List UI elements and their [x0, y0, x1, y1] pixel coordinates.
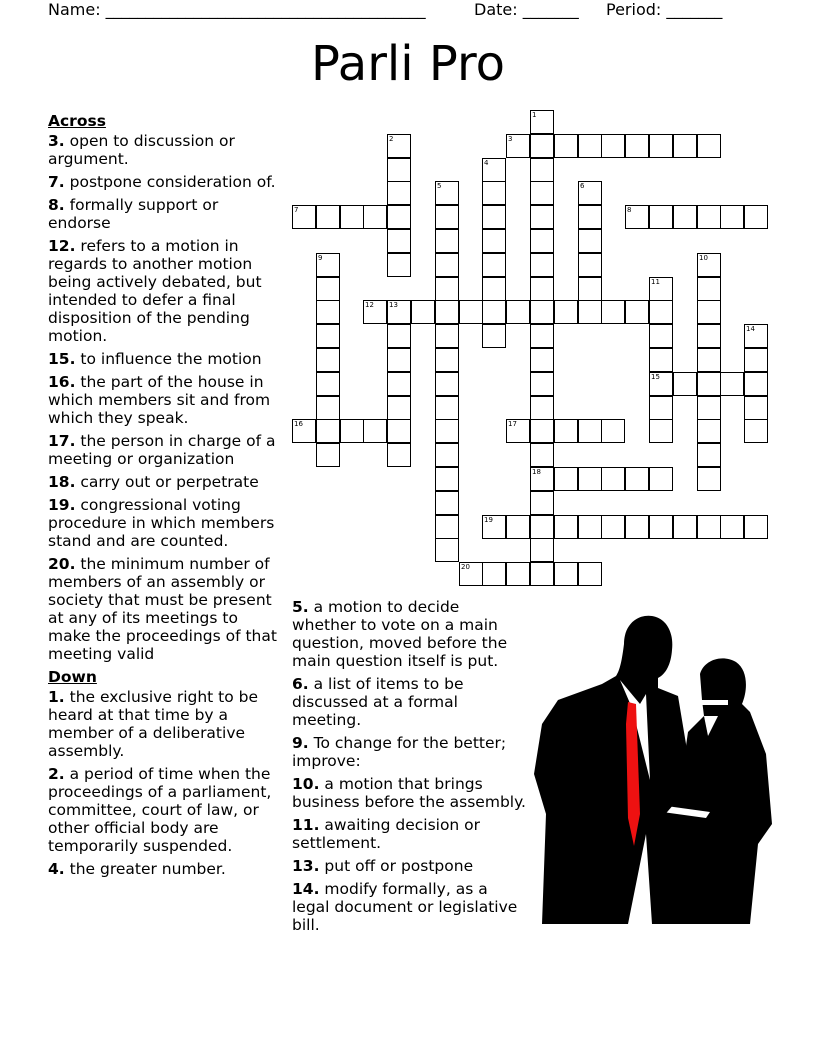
- down-clue: [292, 816, 528, 852]
- grid-cell[interactable]: [625, 515, 649, 539]
- grid-cell[interactable]: [363, 419, 387, 443]
- clue-number: 13.: [292, 857, 320, 875]
- grid-cell[interactable]: [625, 205, 649, 229]
- cell-number: 12: [365, 301, 374, 309]
- grid-cell[interactable]: [387, 419, 411, 443]
- grid-cell[interactable]: [316, 253, 340, 277]
- grid-cell[interactable]: [578, 300, 602, 324]
- grid-cell[interactable]: [316, 443, 340, 467]
- grid-cell[interactable]: [506, 300, 530, 324]
- grid-cell[interactable]: [601, 515, 625, 539]
- grid-cell[interactable]: [697, 443, 721, 467]
- clue-text: a period of time when the proceedings of a parliament, committee, court of law, or other official body are temporarily suspended.: [48, 765, 272, 855]
- grid-cell[interactable]: [673, 205, 697, 229]
- grid-cell[interactable]: [363, 205, 387, 229]
- clue-number: 5.: [292, 598, 309, 616]
- grid-cell[interactable]: [530, 158, 554, 182]
- grid-cell[interactable]: [530, 253, 554, 277]
- grid-cell[interactable]: [435, 491, 459, 515]
- across-clue: [48, 432, 282, 468]
- grid-cell[interactable]: [316, 372, 340, 396]
- grid-cell[interactable]: [697, 419, 721, 443]
- cell-number: 15: [651, 373, 660, 381]
- grid-cell[interactable]: [649, 515, 673, 539]
- grid-cell[interactable]: [601, 300, 625, 324]
- grid-cell[interactable]: [578, 467, 602, 491]
- grid-cell[interactable]: [530, 372, 554, 396]
- clue-text: a motion to decide whether to vote on a main question, moved before the main question itself is put.: [292, 598, 508, 670]
- grid-cell[interactable]: [578, 253, 602, 277]
- grid-cell[interactable]: [649, 134, 673, 158]
- grid-cell[interactable]: [387, 396, 411, 420]
- down-clue: [292, 675, 528, 729]
- grid-cell[interactable]: [459, 300, 483, 324]
- grid-cell[interactable]: [435, 538, 459, 562]
- grid-cell[interactable]: [601, 419, 625, 443]
- across-clue: [48, 473, 282, 491]
- grid-cell[interactable]: [435, 277, 459, 301]
- grid-cell[interactable]: [506, 134, 530, 158]
- clue-number: 1.: [48, 688, 65, 706]
- cell-number: 14: [746, 325, 755, 333]
- cell-number: 4: [484, 159, 489, 167]
- cell-number: 7: [294, 206, 299, 214]
- grid-cell[interactable]: [530, 300, 554, 324]
- period-field-label: Period: _______: [606, 0, 723, 19]
- across-clue: [48, 132, 282, 168]
- grid-cell[interactable]: [625, 300, 649, 324]
- grid-cell[interactable]: [554, 419, 578, 443]
- clue-number: 12.: [48, 237, 76, 255]
- down-clue: [48, 688, 282, 760]
- grid-cell[interactable]: [530, 538, 554, 562]
- cell-number: 16: [294, 420, 303, 428]
- grid-cell[interactable]: [720, 515, 744, 539]
- grid-cell[interactable]: [578, 277, 602, 301]
- grid-cell[interactable]: [578, 181, 602, 205]
- across-clue: [48, 173, 282, 191]
- clue-number: 20.: [48, 555, 76, 573]
- cell-number: 17: [508, 420, 517, 428]
- clue-number: 17.: [48, 432, 76, 450]
- grid-cell[interactable]: [530, 443, 554, 467]
- clue-number: 9.: [292, 734, 309, 752]
- cell-number: 11: [651, 278, 660, 286]
- clue-number: 7.: [48, 173, 65, 191]
- grid-cell[interactable]: [649, 277, 673, 301]
- grid-cell[interactable]: [387, 372, 411, 396]
- grid-cell[interactable]: [649, 324, 673, 348]
- grid-cell[interactable]: [435, 229, 459, 253]
- cell-number: 2: [389, 135, 394, 143]
- grid-cell[interactable]: [340, 205, 364, 229]
- clue-text: the part of the house in which members sit and from which they speak.: [48, 373, 271, 427]
- grid-cell[interactable]: [435, 205, 459, 229]
- grid-cell[interactable]: [744, 372, 768, 396]
- clue-text: carry out or perpetrate: [80, 473, 259, 491]
- cell-number: 1: [532, 111, 537, 119]
- clue-number: 6.: [292, 675, 309, 693]
- grid-cell[interactable]: [482, 205, 506, 229]
- grid-cell[interactable]: [697, 134, 721, 158]
- across-heading: Across: [48, 112, 106, 130]
- cell-number: 3: [508, 135, 513, 143]
- grid-cell[interactable]: [720, 205, 744, 229]
- grid-cell[interactable]: [649, 467, 673, 491]
- grid-cell[interactable]: [482, 562, 506, 586]
- clues-column-right: [292, 598, 528, 939]
- clue-text: refers to a motion in regards to another motion being actively debated, but intended to defer a final disposition of the pending motion.: [48, 237, 262, 345]
- grid-cell[interactable]: [530, 110, 554, 134]
- clue-text: To change for the better; improve:: [292, 734, 507, 770]
- grid-cell[interactable]: [482, 300, 506, 324]
- grid-cell[interactable]: [506, 515, 530, 539]
- grid-cell[interactable]: [601, 467, 625, 491]
- clue-text: awaiting decision or settlement.: [292, 816, 481, 852]
- grid-cell[interactable]: [292, 419, 316, 443]
- cell-number: 13: [389, 301, 398, 309]
- grid-cell[interactable]: [649, 300, 673, 324]
- grid-cell[interactable]: [530, 324, 554, 348]
- grid-cell[interactable]: [292, 205, 316, 229]
- grid-cell[interactable]: [435, 419, 459, 443]
- across-clue: [48, 373, 282, 427]
- grid-cell[interactable]: [435, 467, 459, 491]
- clue-text: the exclusive right to be heard at that time by a member of a deliberative assembly.: [48, 688, 259, 760]
- clue-number: 8.: [48, 196, 65, 214]
- grid-cell[interactable]: [435, 324, 459, 348]
- grid-cell[interactable]: [649, 396, 673, 420]
- down-clue: [292, 880, 528, 934]
- grid-cell[interactable]: [554, 562, 578, 586]
- grid-cell[interactable]: [387, 229, 411, 253]
- grid-cell[interactable]: [578, 419, 602, 443]
- clue-text: a motion that brings business before the assembly.: [292, 775, 526, 811]
- down-clue: [292, 857, 528, 875]
- grid-cell[interactable]: [744, 419, 768, 443]
- grid-cell[interactable]: [673, 134, 697, 158]
- clue-text: the greater number.: [69, 860, 226, 878]
- grid-cell[interactable]: [578, 205, 602, 229]
- cell-number: 18: [532, 468, 541, 476]
- clue-number: 4.: [48, 860, 65, 878]
- grid-cell[interactable]: [649, 348, 673, 372]
- grid-cell[interactable]: [744, 515, 768, 539]
- grid-cell[interactable]: [697, 277, 721, 301]
- grid-cell[interactable]: [554, 515, 578, 539]
- grid-cell[interactable]: [482, 277, 506, 301]
- grid-cell[interactable]: [340, 419, 364, 443]
- across-clue: [48, 350, 282, 368]
- grid-cell[interactable]: [435, 443, 459, 467]
- grid-cell[interactable]: [530, 277, 554, 301]
- down-heading: Down: [48, 668, 97, 686]
- grid-cell[interactable]: [530, 515, 554, 539]
- grid-cell[interactable]: [530, 134, 554, 158]
- grid-cell[interactable]: [625, 467, 649, 491]
- grid-cell[interactable]: [697, 396, 721, 420]
- grid-cell[interactable]: [530, 229, 554, 253]
- clue-number: 19.: [48, 496, 76, 514]
- grid-cell[interactable]: [316, 205, 340, 229]
- grid-cell[interactable]: [387, 134, 411, 158]
- grid-cell[interactable]: [578, 562, 602, 586]
- grid-cell[interactable]: [482, 515, 506, 539]
- clue-number: 18.: [48, 473, 76, 491]
- grid-cell[interactable]: [411, 300, 435, 324]
- cell-number: 9: [318, 254, 323, 262]
- business-people-silhouette: [528, 604, 778, 944]
- grid-cell[interactable]: [316, 348, 340, 372]
- grid-cell[interactable]: [697, 515, 721, 539]
- grid-cell[interactable]: [530, 467, 554, 491]
- grid-cell[interactable]: [506, 419, 530, 443]
- grid-cell[interactable]: [482, 253, 506, 277]
- grid-cell[interactable]: [554, 134, 578, 158]
- grid-cell[interactable]: [697, 372, 721, 396]
- across-clue: [48, 496, 282, 550]
- down-clue: [48, 860, 282, 878]
- grid-cell[interactable]: [387, 443, 411, 467]
- cell-number: 20: [461, 563, 470, 571]
- grid-cell[interactable]: [435, 253, 459, 277]
- cell-number: 6: [580, 182, 585, 190]
- cell-number: 10: [699, 254, 708, 262]
- grid-cell[interactable]: [387, 205, 411, 229]
- cell-number: 5: [437, 182, 442, 190]
- clues-column-left: [48, 112, 282, 883]
- down-clue: [292, 734, 528, 770]
- grid-cell[interactable]: [649, 205, 673, 229]
- grid-cell[interactable]: [435, 348, 459, 372]
- grid-cell[interactable]: [316, 324, 340, 348]
- grid-cell[interactable]: [316, 277, 340, 301]
- grid-cell[interactable]: [316, 419, 340, 443]
- grid-cell[interactable]: [530, 491, 554, 515]
- clue-text: formally support or endorse: [48, 196, 219, 232]
- grid-cell[interactable]: [625, 134, 649, 158]
- grid-cell[interactable]: [387, 300, 411, 324]
- across-clue: [48, 196, 282, 232]
- grid-cell[interactable]: [744, 205, 768, 229]
- grid-cell[interactable]: [482, 158, 506, 182]
- puzzle-title: Parli Pro: [310, 36, 505, 92]
- grid-cell[interactable]: [554, 300, 578, 324]
- grid-cell[interactable]: [530, 205, 554, 229]
- clue-text: put off or postpone: [324, 857, 474, 875]
- grid-cell[interactable]: [697, 348, 721, 372]
- across-clue: [48, 555, 282, 663]
- date-field-label: Date: _______: [474, 0, 579, 19]
- clue-number: 10.: [292, 775, 320, 793]
- grid-cell[interactable]: [387, 253, 411, 277]
- clue-text: to influence the motion: [80, 350, 262, 368]
- grid-cell[interactable]: [697, 467, 721, 491]
- cell-number: 8: [627, 206, 632, 214]
- grid-cell[interactable]: [697, 300, 721, 324]
- down-clue: [48, 765, 282, 855]
- clue-number: 14.: [292, 880, 320, 898]
- grid-cell[interactable]: [435, 181, 459, 205]
- down-clue: [292, 775, 528, 811]
- across-clue: [48, 237, 282, 345]
- grid-cell[interactable]: [649, 419, 673, 443]
- grid-cell[interactable]: [530, 419, 554, 443]
- grid-cell[interactable]: [578, 515, 602, 539]
- grid-cell[interactable]: [435, 396, 459, 420]
- grid-cell[interactable]: [316, 300, 340, 324]
- grid-cell[interactable]: [387, 324, 411, 348]
- clue-text: the minimum number of members of an assembly or society that must be present at any of its meetings to make the proceedings of that meeting valid: [48, 555, 277, 663]
- clue-text: a list of items to be discussed at a formal meeting.: [292, 675, 464, 729]
- grid-cell[interactable]: [435, 300, 459, 324]
- clue-number: 16.: [48, 373, 76, 391]
- grid-cell[interactable]: [744, 324, 768, 348]
- grid-cell[interactable]: [554, 467, 578, 491]
- clue-number: 11.: [292, 816, 320, 834]
- grid-cell[interactable]: [482, 229, 506, 253]
- grid-cell[interactable]: [387, 348, 411, 372]
- grid-cell[interactable]: [673, 515, 697, 539]
- clue-text: postpone consideration of.: [69, 173, 276, 191]
- grid-cell[interactable]: [316, 396, 340, 420]
- grid-cell[interactable]: [482, 324, 506, 348]
- cell-number: 19: [484, 516, 493, 524]
- name-field-label: Name: ________________________________________: [48, 0, 426, 19]
- clue-text: congressional voting procedure in which members stand and are counted.: [48, 496, 275, 550]
- grid-cell[interactable]: [435, 372, 459, 396]
- grid-cell[interactable]: [649, 372, 673, 396]
- grid-cell[interactable]: [363, 300, 387, 324]
- grid-cell[interactable]: [530, 562, 554, 586]
- down-clue: [292, 598, 528, 670]
- grid-cell[interactable]: [673, 372, 697, 396]
- clue-text: the person in charge of a meeting or organization: [48, 432, 276, 468]
- grid-cell[interactable]: [506, 562, 530, 586]
- grid-cell[interactable]: [387, 158, 411, 182]
- grid-cell[interactable]: [530, 396, 554, 420]
- grid-cell[interactable]: [697, 324, 721, 348]
- grid-cell[interactable]: [601, 134, 625, 158]
- clue-number: 3.: [48, 132, 65, 150]
- grid-cell[interactable]: [459, 562, 483, 586]
- grid-cell[interactable]: [744, 348, 768, 372]
- clue-number: 15.: [48, 350, 76, 368]
- grid-cell[interactable]: [530, 348, 554, 372]
- grid-cell[interactable]: [697, 253, 721, 277]
- clue-text: modify formally, as a legal document or legislative bill.: [292, 880, 518, 934]
- grid-cell[interactable]: [697, 205, 721, 229]
- grid-cell[interactable]: [744, 396, 768, 420]
- grid-cell[interactable]: [578, 229, 602, 253]
- clue-text: open to discussion or argument.: [48, 132, 235, 168]
- grid-cell[interactable]: [435, 515, 459, 539]
- grid-cell[interactable]: [720, 372, 744, 396]
- grid-cell[interactable]: [530, 181, 554, 205]
- grid-cell[interactable]: [578, 134, 602, 158]
- grid-cell[interactable]: [387, 181, 411, 205]
- grid-cell[interactable]: [482, 181, 506, 205]
- clue-number: 2.: [48, 765, 65, 783]
